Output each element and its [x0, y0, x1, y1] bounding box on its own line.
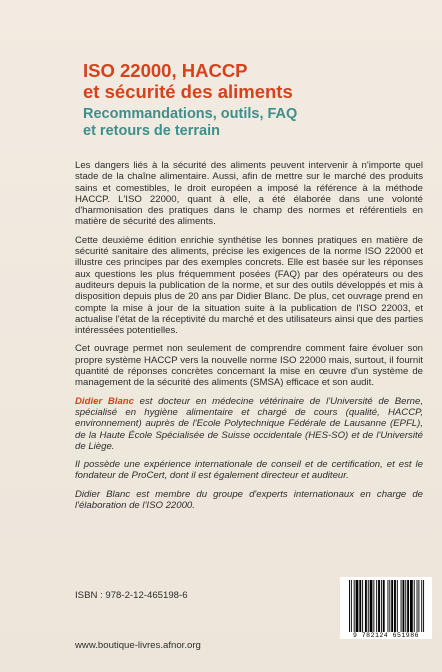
barcode-bar	[383, 580, 385, 632]
barcode-bar	[354, 580, 355, 632]
book-subtitle-line-1: Recommandations, outils, FAQ	[83, 106, 298, 122]
barcode-bar	[391, 580, 393, 632]
barcode-bar	[402, 580, 404, 632]
blurb-paragraph-2: Cette deuxième édition enrichie synthétise les bonnes pratiques en matière de sécurité sanitaire des aliments, précise les exigences de la norme ISO 22000 et illustre ces principes par des exemples concrets. Elle est basée sur les réponses aux questions les plus fréquemment posées (FAQ) par des opérateurs ou des auditeurs depuis la publication de la norme, et sur des outils développés et mis à disposition depuis plus de 20 ans par Didier Blanc. De plus, cet ouvrage prend en compte la mise à jour de la situation suite à la publication de l'ISO 22003, et actualise l'état de la réceptivité du marché et des utilisateurs ainsi que des parties intéressées potentielles.	[75, 234, 423, 337]
book-title-line-1: ISO 22000, HACCP	[83, 60, 248, 81]
barcode-bar	[356, 580, 359, 632]
blurb-paragraph-1: Les dangers liés à la sécurité des aliments peuvent intervenir à n'importe quel stade de la chaîne alimentaire. Aussi, afin de mettre sur le marché des produits sains et comestibles, le droit européen a imposé la référence à la méthode HACCP. L'ISO 22000, quant à elle, a été élaborée dans une volonté d'harmonisation des pratiques dans le champ des normes et référentiels en matière de sécurité des aliments.	[75, 160, 423, 228]
barcode-bars	[349, 580, 425, 632]
barcode-bar	[362, 580, 363, 632]
blurb	[75, 160, 423, 518]
barcode-digits: 9 782124 651986	[352, 632, 419, 639]
book-subtitle	[83, 106, 403, 140]
isbn: ISBN : 978-2-12-465198-6	[75, 590, 188, 601]
barcode-bar	[405, 580, 406, 632]
book-title	[83, 60, 413, 102]
barcode-bar	[414, 580, 415, 632]
book-subtitle-line-2: et retours de terrain	[83, 123, 220, 139]
author-bio-paragraph-3: Didier Blanc est membre du groupe d'experts internationaux en charge de l'élaboration de l'ISO 22000.	[75, 488, 423, 512]
author-name: Didier Blanc	[75, 395, 134, 407]
barcode-bar	[397, 580, 398, 632]
barcode-bar	[368, 580, 369, 632]
barcode-bar	[389, 580, 390, 632]
author-bio-paragraph-2: Il possède une expérience internationale de conseil et de certification, et est le fondateur de ProCert, dont il est également directeur et auditeur.	[75, 459, 423, 482]
barcode-bar	[407, 580, 409, 632]
barcode-bar	[349, 580, 350, 632]
barcode-bar	[370, 580, 373, 632]
barcode-bar	[421, 580, 422, 632]
website-link[interactable]: www.boutique-livres.afnor.org	[75, 640, 201, 651]
barcode-bar	[394, 580, 396, 632]
barcode	[340, 577, 432, 639]
barcode-bar	[401, 580, 402, 632]
barcode-bar	[376, 580, 377, 632]
barcode-bar	[423, 580, 424, 632]
barcode-bar	[373, 580, 374, 632]
book-title-line-2: et sécurité des aliments	[83, 81, 293, 102]
barcode-bar	[351, 580, 352, 632]
barcode-bar	[378, 580, 380, 632]
barcode-bar	[359, 580, 361, 632]
author-bio-text-1: est docteur en médecine vétérinaire de l'Université de Berne, spécialisé en hygiène alimentaire et chargé de cours (qualité, HACCP, environnement) auprès de l'Ecole Polytechnique Fédérale de Lausanne (EPFL), de la Haute École Spécialisée de Suisse occidentale (HES-SO) et de l'Université de Liège.	[75, 395, 423, 452]
barcode-bar	[387, 580, 388, 632]
author-bio-paragraph-1	[75, 396, 423, 452]
author-bio	[75, 396, 423, 512]
blurb-paragraph-3: Cet ouvrage permet non seulement de comprendre comment faire évoluer son propre système HACCP vers la nouvelle norme ISO 22000 mais, surtout, il fournit quantité de réponses concrètes concernant la mise en œuvre d'un système de management de la sécurité des aliments (SMSA) efficace et son audit.	[75, 343, 423, 389]
barcode-bar	[418, 580, 419, 632]
barcode-bar	[365, 580, 367, 632]
barcode-bar	[410, 580, 413, 632]
barcode-bar	[417, 580, 418, 632]
barcode-bar	[381, 580, 382, 632]
